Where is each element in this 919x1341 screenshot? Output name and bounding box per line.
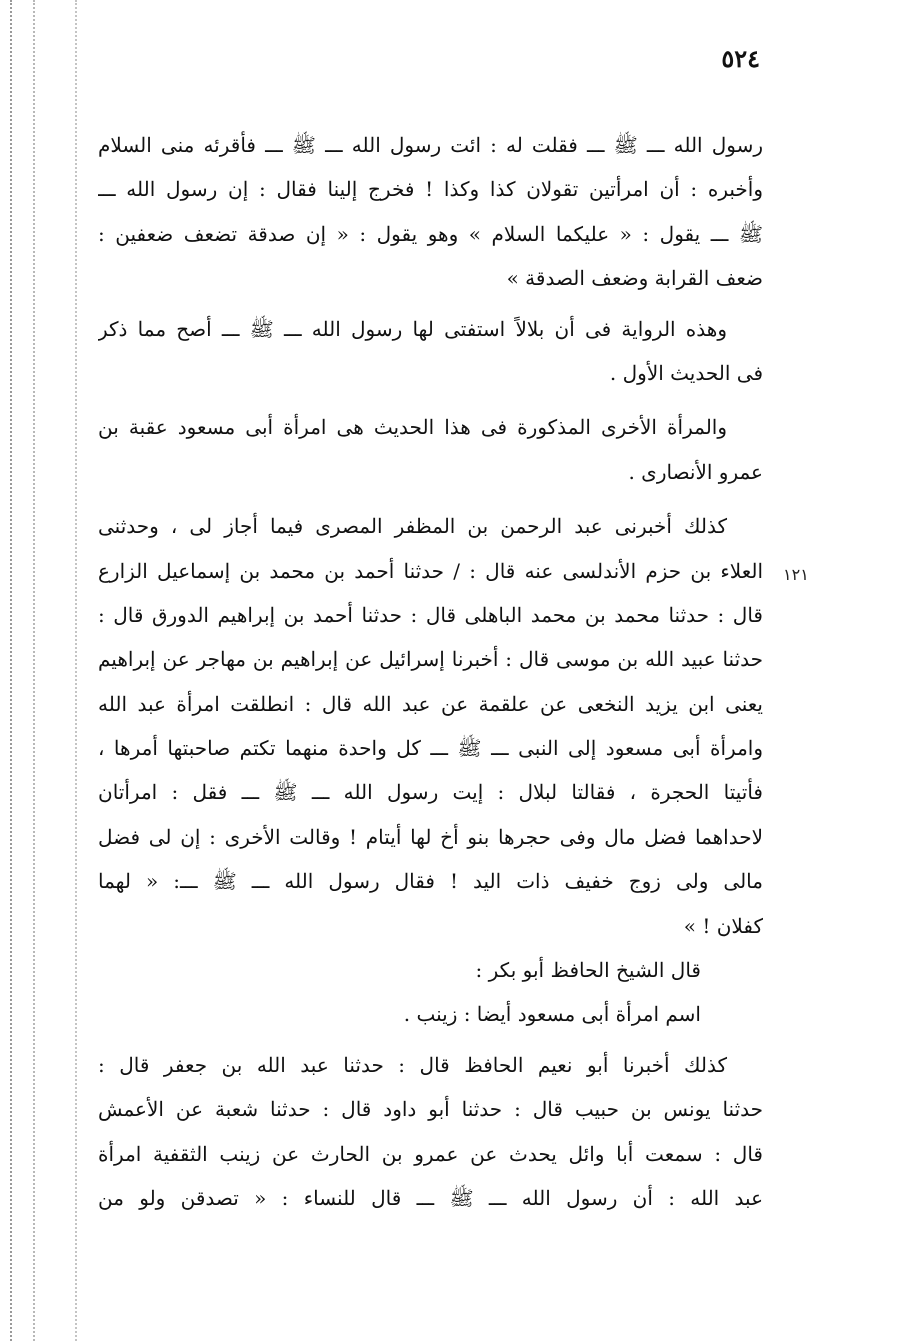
text-line: حدثنا يونس بن حبيب قال : حدثنا أبو داود قال : حدثنا شعبة عن الأعمش bbox=[98, 1097, 763, 1122]
paragraph bbox=[98, 948, 763, 1037]
text-line: فأتيتا الحجرة ، فقالتا لبلال : إيت رسول الله ـــ ﷺ ـــ فقل : امرأتان bbox=[98, 780, 763, 805]
text-line: قال : حدثنا محمد بن محمد الباهلى قال : حدثنا أحمد بن إبراهيم الدورق قال : bbox=[98, 602, 763, 627]
paragraph bbox=[98, 405, 763, 494]
text-line: رسول الله ـــ ﷺ ـــ فقلت له : ائت رسول الله ـــ ﷺ ـــ فأقرئه منى السلام bbox=[98, 133, 763, 157]
paragraph bbox=[98, 504, 763, 948]
text-line: العلاء بن حزم الأندلسى عنه قال : / حدثنا أحمد بن محمد بن إسماعيل الزارع bbox=[98, 558, 763, 583]
text-line: فى الحديث الأول . bbox=[609, 360, 763, 385]
text-line: يعنى ابن يزيد النخعى عن علقمة عن عبد الله قال : انطلقت امرأة عبد الله bbox=[98, 691, 763, 716]
paragraph bbox=[98, 1043, 763, 1221]
text-line: قال الشيخ الحافظ أبو بكر : bbox=[475, 958, 701, 983]
text-line: حدثنا عبيد الله بن موسى قال : أخبرنا إسرائيل عن إبراهيم بن مهاجر عن إبراهيم bbox=[98, 647, 763, 672]
text-line: مالى ولى زوج خفيف ذات اليد ! فقال رسول الله ـــ ﷺ ـــ: « لهما bbox=[98, 869, 763, 894]
paragraph bbox=[98, 307, 763, 396]
text-line: وامرأة أبى مسعود إلى النبى ـــ ﷺ ـــ كل واحدة منهما تكتم صاحبتها أمرها ، bbox=[98, 736, 763, 761]
paragraph bbox=[98, 123, 763, 301]
text-line: لاحداهما فضل مال وفى حجرها بنو أخ لها أيتام ! وقالت الأخرى : إن لى فضل bbox=[98, 824, 763, 849]
text-line: عبد الله : أن رسول الله ـــ ﷺ ـــ قال للنساء : « تصدقن ولو من bbox=[98, 1185, 763, 1210]
text-line: ضعف القرابة وضعف الصدقة » bbox=[506, 266, 763, 291]
text-line: وأخبره : أن امرأتين تقولان كذا وكذا ! فخرج إلينا فقال : إن رسول الله ـــ bbox=[98, 177, 763, 202]
body-text bbox=[98, 123, 763, 1220]
page-edge-shadow bbox=[10, 0, 12, 1341]
text-line: عمرو الأنصارى . bbox=[628, 459, 763, 484]
text-line: اسم امرأة أبى مسعود أيضا : زينب . bbox=[403, 1002, 701, 1027]
margin-folio-number: ١٢١ bbox=[783, 565, 809, 584]
text-line: وهذه الرواية فى أن بلالاً استفتى لها رسول الله ـــ ﷺ ـــ أصح مما ذكر bbox=[98, 316, 727, 341]
text-line: قال : سمعت أبا وائل يحدث عن عمرو بن الحارث عن زينب الثقفية امرأة bbox=[98, 1141, 763, 1166]
text-line: كذلك أخبرنا أبو نعيم الحافظ قال : حدثنا عبد الله بن جعفر قال : bbox=[98, 1052, 727, 1077]
text-line: كذلك أخبرنى عبد الرحمن بن المظفر المصرى فيما أجاز لى ، وحدثنى bbox=[98, 514, 727, 539]
page-number: ٥٢٤ bbox=[721, 44, 760, 73]
text-line: والمرأة الأخرى المذكورة فى هذا الحديث هى امرأة أبى مسعود عقبة بن bbox=[98, 415, 727, 440]
text-line: ﷺ ـــ يقول : « عليكما السلام » وهو يقول : « إن صدقة تضعف ضعفين : bbox=[98, 221, 763, 246]
text-line: كفلان ! » bbox=[683, 913, 763, 938]
page-edge-shadow bbox=[33, 0, 35, 1341]
page-edge-shadow bbox=[75, 0, 77, 1341]
